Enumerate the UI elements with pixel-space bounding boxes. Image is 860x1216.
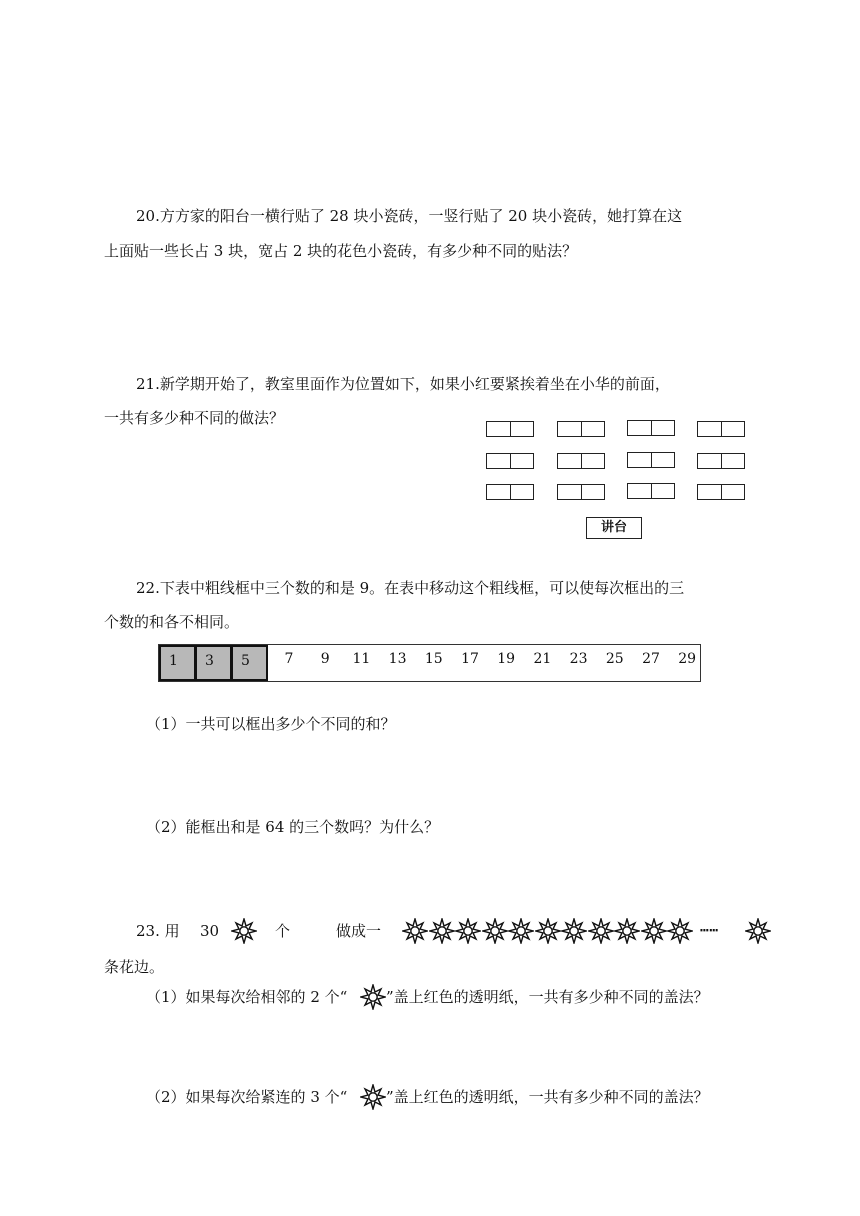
number-cell: 17 [461,651,479,667]
flower-icon [429,918,455,944]
q20-line2: 上面贴一些长占 3 块，宽占 2 块的花色小瓷砖，有多少种不同的贴法？ [104,242,578,260]
q23-text-ge: 个 [275,922,291,940]
ellipsis-dots: ┅┅ [700,923,719,939]
boxed-number-cell: 5 [231,645,268,681]
desk-pair [557,421,605,437]
q23-text-30: 30 [200,922,220,940]
desk-pair [697,421,745,437]
q23-text-make: 做成一 [336,922,382,940]
number-cell: 7 [284,651,294,667]
q23-line2: 条花边。 [104,958,165,976]
number-cell: 29 [678,651,697,667]
q23-sub2a: （2）如果每次给紧连的 3 个“ [146,1088,348,1106]
desk-pair [557,453,605,469]
number-cell: 15 [424,651,443,667]
flower-icon [561,918,587,944]
q23-sub2b: ”盖上红色的透明纸，一共有多少种不同的盖法？ [386,1088,709,1106]
q20-line1: 20.方方家的阳台一横行贴了 28 块小瓷砖，一竖行贴了 20 块小瓷砖，她打算在这 [136,207,683,225]
number-cell: 25 [605,651,624,667]
number-cell: 19 [497,651,516,667]
q23-sub1a: （1）如果每次给相邻的 2 个“ [146,988,348,1006]
flower-icon [402,918,428,944]
flower-icon [455,918,481,944]
boxed-number-cell: 1 [159,645,196,681]
number-cell: 21 [533,651,552,667]
flower-icon [614,918,640,944]
number-cell: 11 [352,651,371,667]
desk-pair [697,484,745,500]
flower-icon [360,984,386,1010]
q23-text-use: 23. 用 [136,922,180,940]
flower-icon [360,1084,386,1110]
boxed-number-cell: 3 [195,645,232,681]
number-cell: 23 [569,651,588,667]
number-cell: 9 [320,651,330,667]
podium-label: 讲台 [586,517,642,539]
flower-icon [641,918,667,944]
number-cell: 13 [388,651,407,667]
classroom-desk-grid [486,421,748,505]
desk-pair [557,484,605,500]
desk-pair [486,421,534,437]
q22-sub1: （1）一共可以框出多少个不同的和？ [146,715,396,733]
flower-icon [667,918,693,944]
q22-line2: 个数的和各不相同。 [104,613,240,631]
number-table [158,644,701,682]
q23-sub1b: ”盖上红色的透明纸，一共有多少种不同的盖法？ [386,988,709,1006]
flower-icon [508,918,534,944]
desk-pair [486,484,534,500]
q21-line2: 一共有多少种不同的做法？ [104,409,285,427]
flower-icon [482,918,508,944]
desk-pair [627,420,675,436]
number-cell: 27 [642,651,660,667]
q22-line1: 22.下表中粗线框中三个数的和是 9。在表中移动这个粗线框，可以使每次框出的三 [136,579,685,597]
desk-pair [697,453,745,469]
desk-pair [627,483,675,499]
flower-icon [745,918,771,944]
q21-line1: 21.新学期开始了，教室里面作为位置如下，如果小红要紧挨着坐在小华的前面， [136,375,670,393]
q22-sub2: （2）能框出和是 64 的三个数吗？为什么？ [146,818,440,836]
desk-pair [627,452,675,468]
flower-icon [231,918,257,944]
flower-icon [588,918,614,944]
desk-pair [486,453,534,469]
flower-icon [535,918,561,944]
